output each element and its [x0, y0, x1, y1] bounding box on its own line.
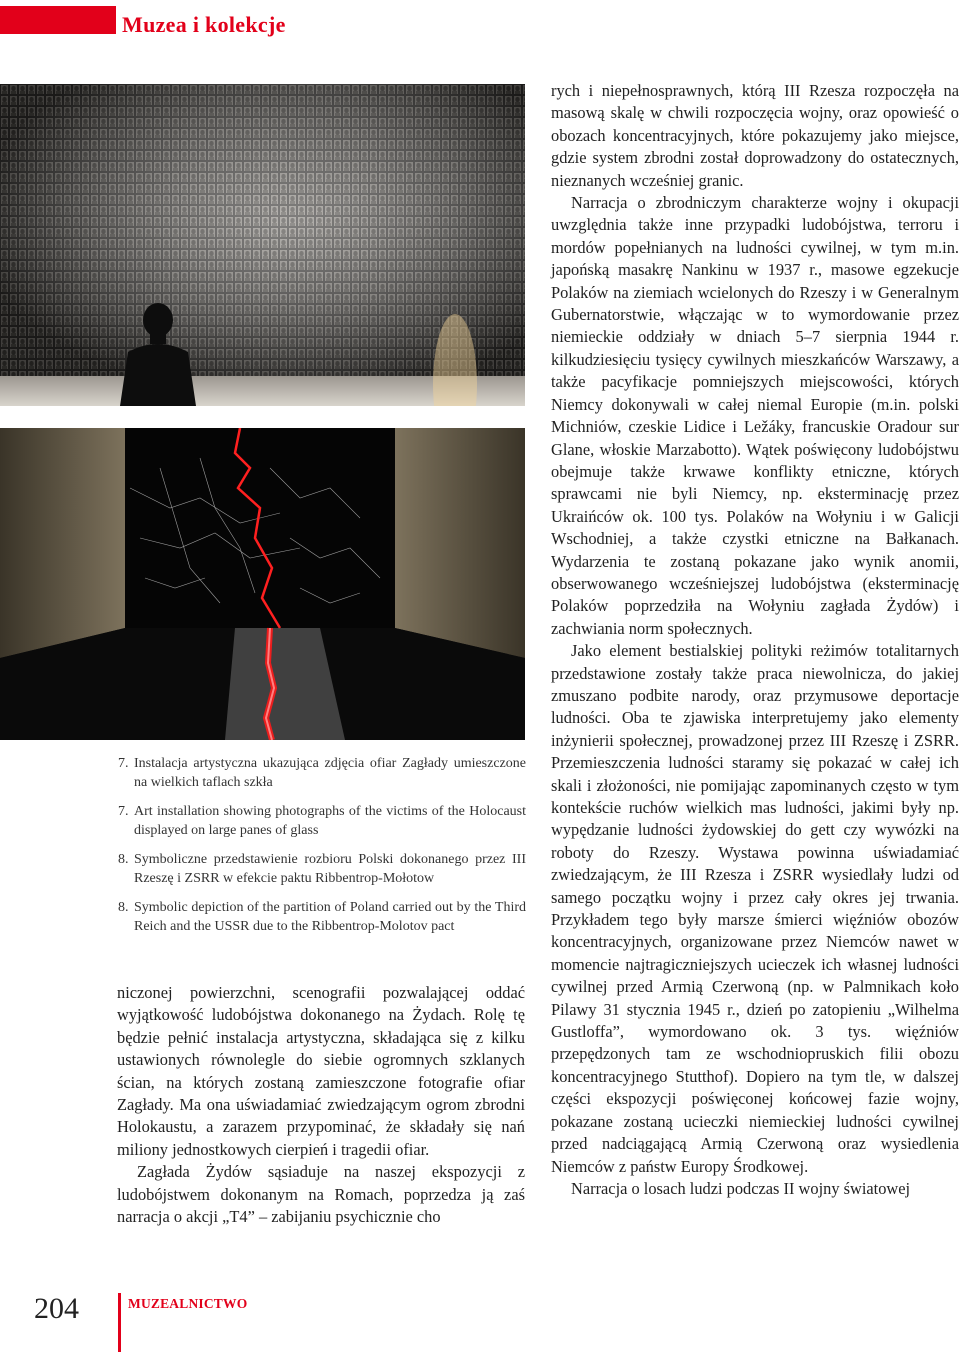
caption-text: Instalacja artystyczna ukazująca zdjęcia ofiar Zagłady umieszczone na wielkich taflach szkła	[134, 756, 526, 790]
figure-8-photo	[0, 428, 525, 740]
partition-map-image	[0, 428, 525, 740]
caption-number: 8.	[118, 900, 129, 915]
caption-number: 8.	[118, 852, 129, 867]
paragraph: Narracja o losach ludzi podczas II wojny światowej	[571, 1178, 911, 1198]
left-text-column	[117, 982, 525, 1228]
caption-fig7-en	[118, 802, 526, 840]
right-text-column	[551, 80, 959, 1200]
caption-number: 7.	[118, 756, 129, 771]
journal-name: MUZEALNICTWO	[128, 1296, 248, 1311]
page-number: 204	[34, 1292, 79, 1325]
footer-accent-rule	[118, 1293, 121, 1352]
caption-fig8-pl	[118, 850, 526, 888]
photo-wall-image	[0, 84, 525, 406]
caption-fig7-pl	[118, 754, 526, 792]
caption-fig8-en	[118, 898, 526, 936]
caption-text: Symbolic depiction of the partition of Poland carried out by the Third Reich and the USSR due to the Ribbentrop-Molotov pact	[134, 900, 526, 934]
section-title: Muzea i kolekcje	[122, 12, 286, 37]
caption-text: Art installation showing photographs of the victims of the Holocaust displayed on large panes of glass	[134, 804, 526, 838]
caption-number: 7.	[118, 804, 129, 819]
figure-captions	[118, 754, 526, 946]
paragraph: Zagłada Żydów sąsiaduje na naszej ekspozycji z ludobójstwem dokonanym na Romach, poprzedza ją zaś narracja o akcji „T4” – zabijaniu psychicznie cho	[117, 1162, 525, 1227]
header-accent-bar	[0, 6, 116, 34]
paragraph: niczonej powierzchni, scenografii pozwalającej oddać wyjątkowość ludobójstwa dokonanego na Żydach. Rolę tę będzie pełnić instalacja artystyczna, składająca się z kilku ustawionych równolegle do siebie ogromnych szklanych ścian, na których zostaną zamieszczone fotografie ofiar Zagłady. Ma ona uświadamiać zwiedzającym ogrom zbrodni Holokaustu, a zarazem przypominać, że składały się nań miliony jednostkowych cierpień i tragedii ofiar.	[117, 983, 525, 1159]
paragraph: rych i niepełnosprawnych, którą III Rzesza rozpoczęła na masową skalę w chwili rozpoczęcia wojny, oraz opowieść o obozach koncentracyjnych, które pokazujemy jako miejsce, gdzie system zbrodni został doprowadzony do ostatecznych, nieznanych wcześniej granic.	[551, 81, 959, 190]
figure-7-photo	[0, 84, 525, 406]
paragraph: Jako element bestialskiej polityki reżimów totalitarnych przedstawione zostały także praca niewolnicza, do jakiej zmuszano podbite narody, oraz przymusowe deportacje ludności. Oba te zjawiska interpretujemy jako elementy inżynierii społecznej, prowadzonej przez III Rzeszę i ZSRR. Przemieszczenia ludności staramy się pokazać w całej ich skali i złożoności, nie pomijając zapominanych często w tym kontekście ruchów wielkich mas ludności, jakimi były np. wypędzanie ludności żydowskiej do gett czy wywózki na roboty do Rzeszy. Wystawa powinna uświadamiać zwiedzającym, że III Rzesza i ZSRR wysiedlały ludzi od samego początku wojny i przez cały okres jej trwania. Przykładem tego były marsze śmierci więźniów obozów koncentracyjnych, organizowane przez Niemców nawet w momencie najtragiczniejszych ucieczek ich własnej ludności cywilnej przed Armią Czerwoną (np. w Palmnikach koło Pilawy 31 stycznia 1945 r., dzień po zatopieniu „Wilhelma Gustloffa”, wymordowano ok. 3 tys. więźniów przepędzonych tam ze wschodniopruskich filii obozu koncentracyjnego Stutthof). Dopiero na tym tle, w dalszej części ekspozycji poświęconej końcowej fazie wojny, pokazane zostaną ucieczki niemieckiej ludności cywilnej przed nadciągającą Armią Czerwoną oraz wysiedlenia Niemców z państw Europy Środkowej.	[551, 641, 959, 1176]
paragraph: Narracja o zbrodniczym charakterze wojny i okupacji uwzględnia także inne przypadki ludobójstwa, terroru i mordów popełnianych na ludności cywilnej, w tym m.in. japońską masakrę Nankinu w 1937 r., masowe egzekucje Polaków na ziemiach wcielonych do Rzeszy i w Generalnym Gubernatorstwie, włączając w to wymordowanie przez niemieckie oddziały w dniach 5–7 sierpnia 1944 r. kilkudziesięciu tysięcy cywilnych mieszkańców Warszawy, a także pacyfikacje pomniejszych miejscowości, których Niemcy dokonywali w całej niemal Europie (m.in. polski Michniów, czeskie Lidice i Ležáky, francuskie Oradour sur Glane, włoskie Marzabotto). Wątek poświęcony ludobójstwu obejmuje także krwawe konflikty etniczne, których sprawcami nie byli Niemcy, np. eksterminację przez Ukraińców ok. 100 tys. Polaków na Wołyniu i w Galicji Wschodniej, a także czystki etniczne na Bałkanach. Wydarzenia te zostaną pokazane jako wynik anomii, obserwowanego wcześniejszej ludobójstwa (eksterminację Polaków poprzedziła na Wołyniu zagłada Żydów) i zachwiania norm społecznych.	[551, 193, 959, 638]
caption-text: Symboliczne przedstawienie rozbioru Polski dokonanego przez III Rzeszę i ZSRR w efekcie paktu Ribbentrop-Mołotow	[134, 852, 526, 886]
